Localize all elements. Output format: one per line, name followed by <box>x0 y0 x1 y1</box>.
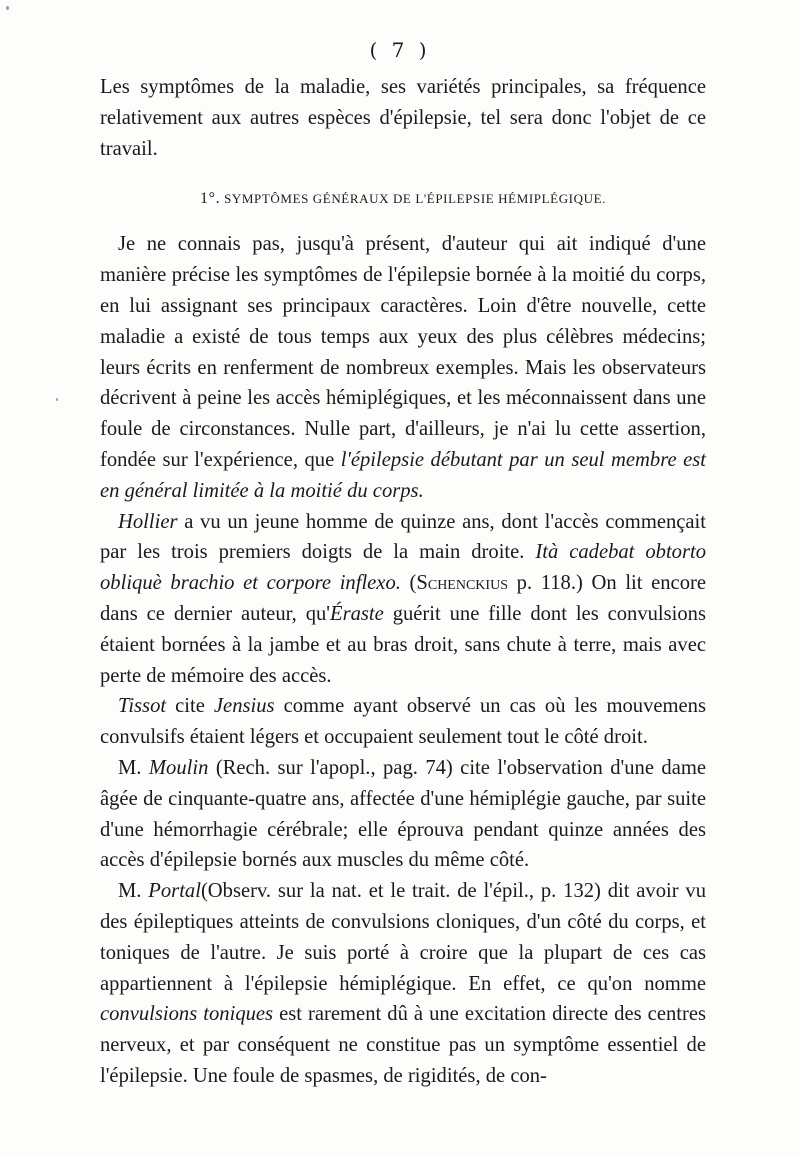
honorific: M. <box>118 880 142 903</box>
author-name: Hollier <box>118 510 178 533</box>
author-name: Moulin <box>148 756 209 779</box>
citation-bracket: ( <box>409 572 417 595</box>
paragraph-text: guérit une fille dont les convulsions étaient bornées à la jambe et au bras droit, sans chute à terre, mais avec perte de mémoire des accès. <box>100 602 706 687</box>
honorific: M. <box>118 756 142 779</box>
latin-quote: Ità cadebat obtorto obliquè brachio et corpore inflexo. <box>100 541 706 595</box>
paragraph-text: Je ne connais pas, jusqu'à présent, d'auteur qui ait indiqué d'une manière précise les symptômes de l'épilepsie bornée à la moitié du corps, en lui assignant ses principaux caractères. Loin d'être nouvelle, cette maladie a existé de tous temps aux yeux des plus célèbres médecins; leurs écrits en renferment de nombreux exemples. Mais les observateurs décrivent à peine les accès hémiplégiques, et les méconnaissent dans une foule de circonstances. Nulle part, d'ailleurs, je n'ai lu cette assertion, fondée sur l'expérience, que <box>100 233 706 471</box>
paragraph-text: est rarement dû à une excitation directe des centres nerveux, et par conséquent ne constitue pas un symptôme essentiel de l'épilepsie. Une foule de spasmes, de rigidités, de con- <box>100 1003 706 1087</box>
paragraph-general-symptoms <box>100 229 706 506</box>
paragraph-text: p. 118.) On lit encore dans ce dernier auteur, qu' <box>100 572 706 625</box>
paragraph-hollier <box>100 507 706 692</box>
author-name: Éraste <box>330 602 384 625</box>
emphasized-assertion: l'épilepsie débutant par un seul membre est en général limitée à la moitié du corps. <box>100 448 706 502</box>
paragraph-tissot <box>100 691 706 753</box>
body-text <box>100 72 706 1092</box>
paragraph-text: (Observ. sur la nat. et le trait. de l'épil., p. 132) dit avoir vu des épileptiques atteints de convulsions cloniques, d'un côté du corps, et toniques de l'autre. Je suis porté à croire que la plupart de ces cas appartiennent à l'épilepsie hémiplégique. En effet, ce qu'on nomme <box>100 880 706 995</box>
print-speck <box>6 6 9 10</box>
author-name: Tissot <box>118 695 167 718</box>
medical-term: convulsions toniques <box>100 1003 274 1026</box>
paragraph-intro <box>100 72 706 164</box>
print-speck <box>56 398 58 401</box>
section-title: SYMPTÔMES GÉNÉRAUX DE L'ÉPILEPSIE HÉMIPLÉGIQUE. <box>224 191 606 207</box>
section-heading <box>100 189 706 209</box>
paragraph-text: comme ayant observé un cas où les mouvemens convulsifs étaient légers et occupaient seulement tout le côté droit. <box>100 695 706 749</box>
paragraph-text: a vu un jeune homme de quinze ans, dont l'accès commençait par les trois premiers doigts de la main droite. <box>100 510 706 564</box>
citation-author: Schenckius <box>416 572 508 595</box>
paragraph-text: (Rech. sur l'apopl., pag. 74) cite l'observation d'une dame âgée de cinquante-quatre ans, affectée d'une hémiplégie gauche, par suite d'une hémorrhagie cérébrale; elle éprouva pendant quinze années des accès d'épilepsie bornés aux muscles du même côté. <box>100 756 706 872</box>
author-name: Portal <box>148 880 201 903</box>
section-number: 1°. <box>200 190 221 208</box>
paragraph-text: cite <box>175 695 205 718</box>
page-number: ( 7 ) <box>369 38 431 62</box>
author-name: Jensius <box>213 695 275 718</box>
paragraph-text: Les symptômes de la maladie, ses variétés principales, sa fréquence relativement aux autres espèces d'épilepsie, tel sera donc l'objet de ce travail. <box>100 76 706 160</box>
paragraph-moulin <box>100 753 706 876</box>
paragraph-portal <box>100 876 706 1092</box>
